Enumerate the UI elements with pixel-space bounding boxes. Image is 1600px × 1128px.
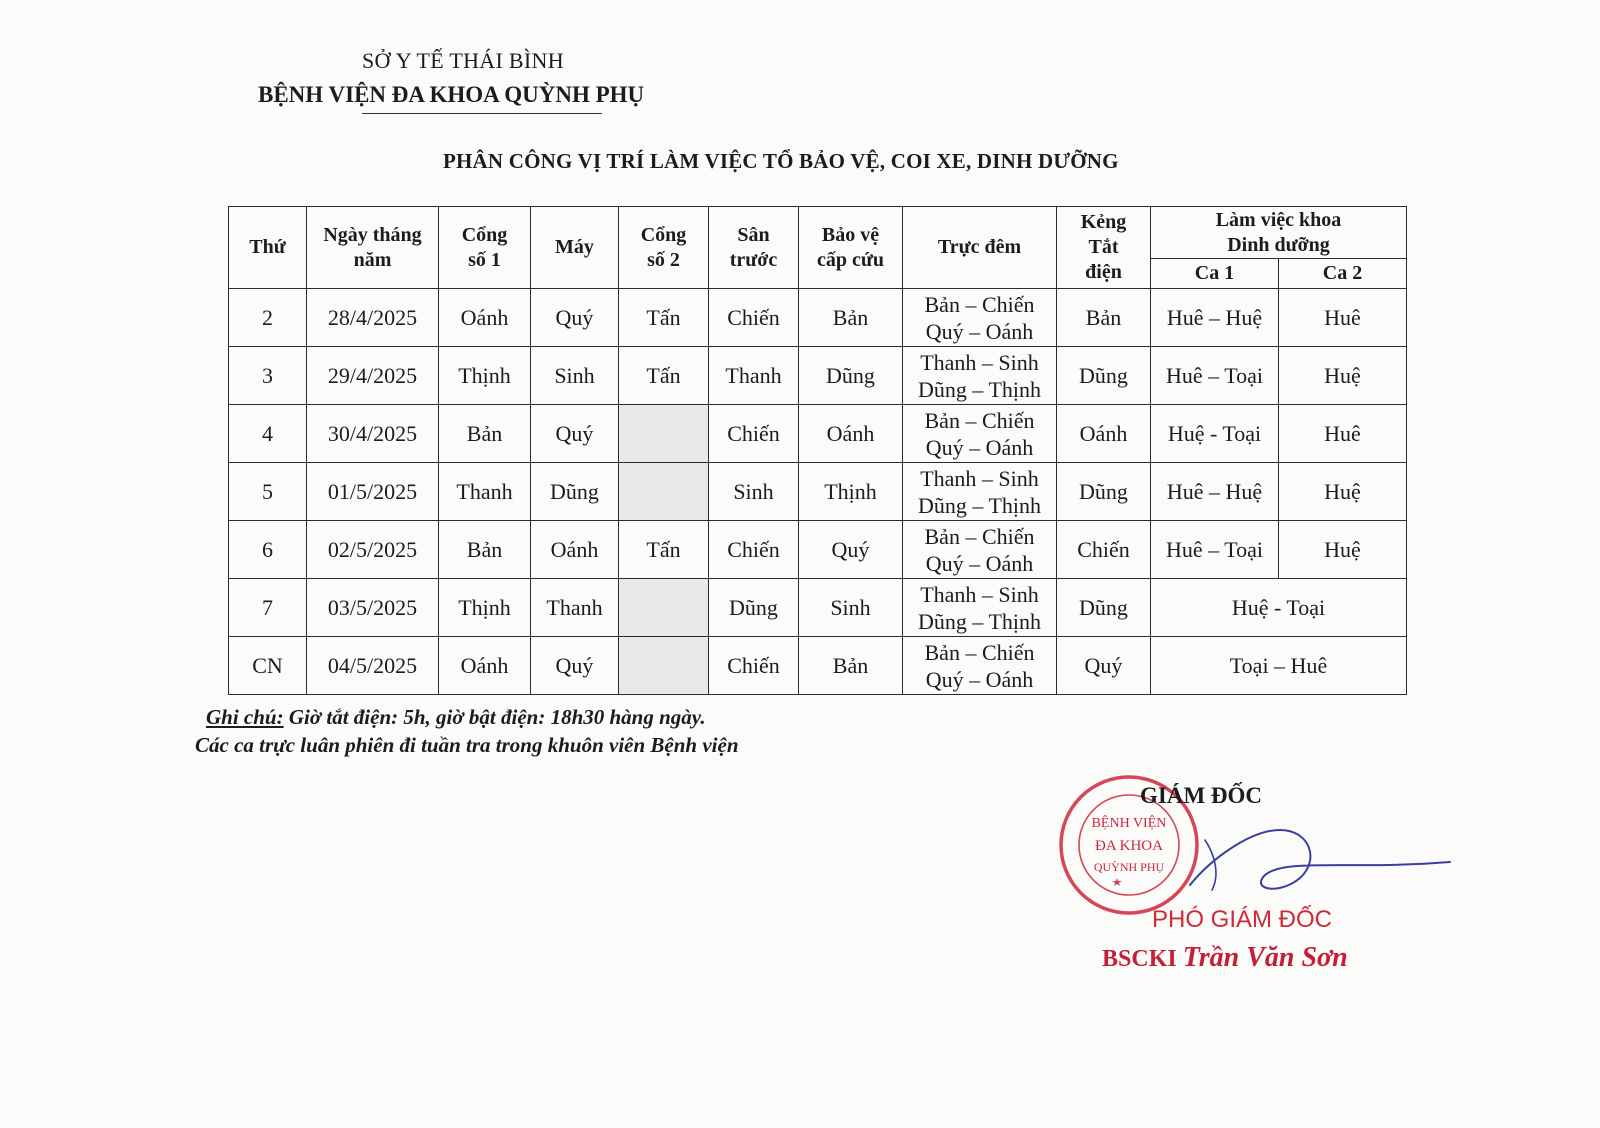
cell-may: Quý	[531, 289, 619, 347]
cell-bao-ve: Quý	[799, 521, 903, 579]
signer-full-name: Trần Văn Sơn	[1182, 942, 1348, 973]
cell-ngay: 02/5/2025	[307, 521, 439, 579]
cell-truc-dem: Bản – Chiến Quý – Oánh	[903, 405, 1057, 463]
header-san-truoc: Sân trước	[709, 207, 799, 289]
cell-san-truoc: Chiến	[709, 521, 799, 579]
cell-truc-dem: Thanh – Sinh Dũng – Thịnh	[903, 347, 1057, 405]
signer-prefix: BSCKI	[1102, 946, 1183, 972]
signer-name	[1102, 942, 1348, 974]
cell-keng: Quý	[1057, 637, 1151, 695]
cell-ca-2: Huệ	[1279, 347, 1407, 405]
table-row	[229, 289, 1407, 347]
header-underline	[362, 113, 602, 114]
cell-ca-merged: Toại – Huê	[1151, 637, 1407, 695]
cell-may: Quý	[531, 405, 619, 463]
cell-ngay: 03/5/2025	[307, 579, 439, 637]
header-cong-1: Cổng số 1	[439, 207, 531, 289]
cell-cong-1: Thịnh	[439, 347, 531, 405]
cell-bao-ve: Sinh	[799, 579, 903, 637]
cell-keng: Chiến	[1057, 521, 1151, 579]
department-name: SỞ Y TẾ THÁI BÌNH	[362, 48, 564, 73]
cell-bao-ve: Oánh	[799, 405, 903, 463]
cell-cong-1: Bản	[439, 521, 531, 579]
cell-truc-dem: Bản – Chiến Quý – Oánh	[903, 521, 1057, 579]
header-ca-1: Ca 1	[1151, 259, 1279, 289]
cell-may: Thanh	[531, 579, 619, 637]
cell-ca-1: Huê – Toại	[1151, 347, 1279, 405]
header-truc-dem: Trực đêm	[903, 207, 1057, 289]
cell-san-truoc: Chiến	[709, 637, 799, 695]
cell-may: Dũng	[531, 463, 619, 521]
signature-title: GIÁM ĐỐC	[1140, 783, 1263, 808]
cell-ngay: 29/4/2025	[307, 347, 439, 405]
stamp-line-3: QUỲNH PHỤ	[1093, 860, 1165, 874]
cell-keng: Dũng	[1057, 579, 1151, 637]
cell-san-truoc: Dũng	[709, 579, 799, 637]
cell-ca-1: Huê – Huệ	[1151, 463, 1279, 521]
note-line-2: Các ca trực luân phiên đi tuần tra trong khuôn viên Bệnh viện	[195, 733, 739, 757]
note-text-1: Giờ tắt điện: 5h, giờ bật điện: 18h30 hàng ngày.	[283, 705, 706, 729]
cell-thu: 4	[229, 405, 307, 463]
header-may: Máy	[531, 207, 619, 289]
hospital-name: BỆNH VIỆN ĐA KHOA QUỲNH PHỤ	[258, 82, 645, 107]
header-khoa-dinh-duong: Làm việc khoa Dinh dưỡng	[1151, 207, 1407, 259]
cell-ngay: 30/4/2025	[307, 405, 439, 463]
cell-bao-ve: Bản	[799, 637, 903, 695]
table-row	[229, 637, 1407, 695]
table-row	[229, 347, 1407, 405]
header-cong-2: Cổng số 2	[619, 207, 709, 289]
cell-thu: 6	[229, 521, 307, 579]
handwritten-signature-icon	[1120, 800, 1460, 910]
cell-cong-2	[619, 579, 709, 637]
cell-keng: Oánh	[1057, 405, 1151, 463]
table-row	[229, 521, 1407, 579]
cell-thu: 2	[229, 289, 307, 347]
header-ca-2: Ca 2	[1279, 259, 1407, 289]
stamp-line-2: ĐA KHOA	[1095, 838, 1163, 854]
cell-truc-dem: Bản – Chiến Quý – Oánh	[903, 637, 1057, 695]
cell-ca-1: Huê – Toại	[1151, 521, 1279, 579]
schedule-table	[228, 206, 1407, 695]
table-row	[229, 405, 1407, 463]
cell-cong-2	[619, 463, 709, 521]
cell-san-truoc: Chiến	[709, 405, 799, 463]
cell-truc-dem: Thanh – Sinh Dũng – Thịnh	[903, 463, 1057, 521]
cell-cong-1: Thịnh	[439, 579, 531, 637]
cell-ca-2: Huê	[1279, 405, 1407, 463]
cell-san-truoc: Chiến	[709, 289, 799, 347]
note-label: Ghi chú:	[206, 705, 284, 729]
cell-thu: 7	[229, 579, 307, 637]
cell-ca-2: Huệ	[1279, 463, 1407, 521]
cell-cong-1: Thanh	[439, 463, 531, 521]
table-row	[229, 463, 1407, 521]
cell-bao-ve: Thịnh	[799, 463, 903, 521]
cell-may: Oánh	[531, 521, 619, 579]
cell-truc-dem: Bản – Chiến Quý – Oánh	[903, 289, 1057, 347]
cell-san-truoc: Sinh	[709, 463, 799, 521]
stamp-line-1: BỆNH VIỆN	[1091, 816, 1167, 831]
cell-cong-1: Bản	[439, 405, 531, 463]
cell-bao-ve: Dũng	[799, 347, 903, 405]
note-line-1	[206, 705, 706, 730]
cell-cong-2: Tấn	[619, 521, 709, 579]
cell-thu: 5	[229, 463, 307, 521]
cell-ca-merged: Huệ - Toại	[1151, 579, 1407, 637]
cell-san-truoc: Thanh	[709, 347, 799, 405]
table-row	[229, 579, 1407, 637]
document-title: PHÂN CÔNG VỊ TRÍ LÀM VIỆC TỔ BẢO VỆ, COI XE, DINH DƯỠNG	[443, 149, 1119, 173]
cell-cong-1: Oánh	[439, 637, 531, 695]
cell-ngay: 04/5/2025	[307, 637, 439, 695]
cell-ngay: 01/5/2025	[307, 463, 439, 521]
header-thu: Thứ	[229, 207, 307, 289]
cell-keng: Dũng	[1057, 347, 1151, 405]
cell-ca-1: Huê – Huệ	[1151, 289, 1279, 347]
cell-ca-2: Huệ	[1279, 521, 1407, 579]
header-bao-ve: Bảo vệ cấp cứu	[799, 207, 903, 289]
cell-cong-2: Tấn	[619, 289, 709, 347]
cell-may: Quý	[531, 637, 619, 695]
cell-cong-2	[619, 637, 709, 695]
cell-truc-dem: Thanh – Sinh Dũng – Thịnh	[903, 579, 1057, 637]
cell-keng: Dũng	[1057, 463, 1151, 521]
cell-keng: Bản	[1057, 289, 1151, 347]
cell-bao-ve: Bản	[799, 289, 903, 347]
cell-ca-1: Huệ - Toại	[1151, 405, 1279, 463]
cell-ca-2: Huê	[1279, 289, 1407, 347]
cell-cong-2: Tấn	[619, 347, 709, 405]
header-keng: Kẻng Tắt điện	[1057, 207, 1151, 289]
cell-ngay: 28/4/2025	[307, 289, 439, 347]
cell-thu: 3	[229, 347, 307, 405]
cell-cong-1: Oánh	[439, 289, 531, 347]
cell-cong-2	[619, 405, 709, 463]
cell-thu: CN	[229, 637, 307, 695]
header-ngay: Ngày tháng năm	[307, 207, 439, 289]
cell-may: Sinh	[531, 347, 619, 405]
signature-role: PHÓ GIÁM ĐỐC	[1152, 906, 1333, 933]
